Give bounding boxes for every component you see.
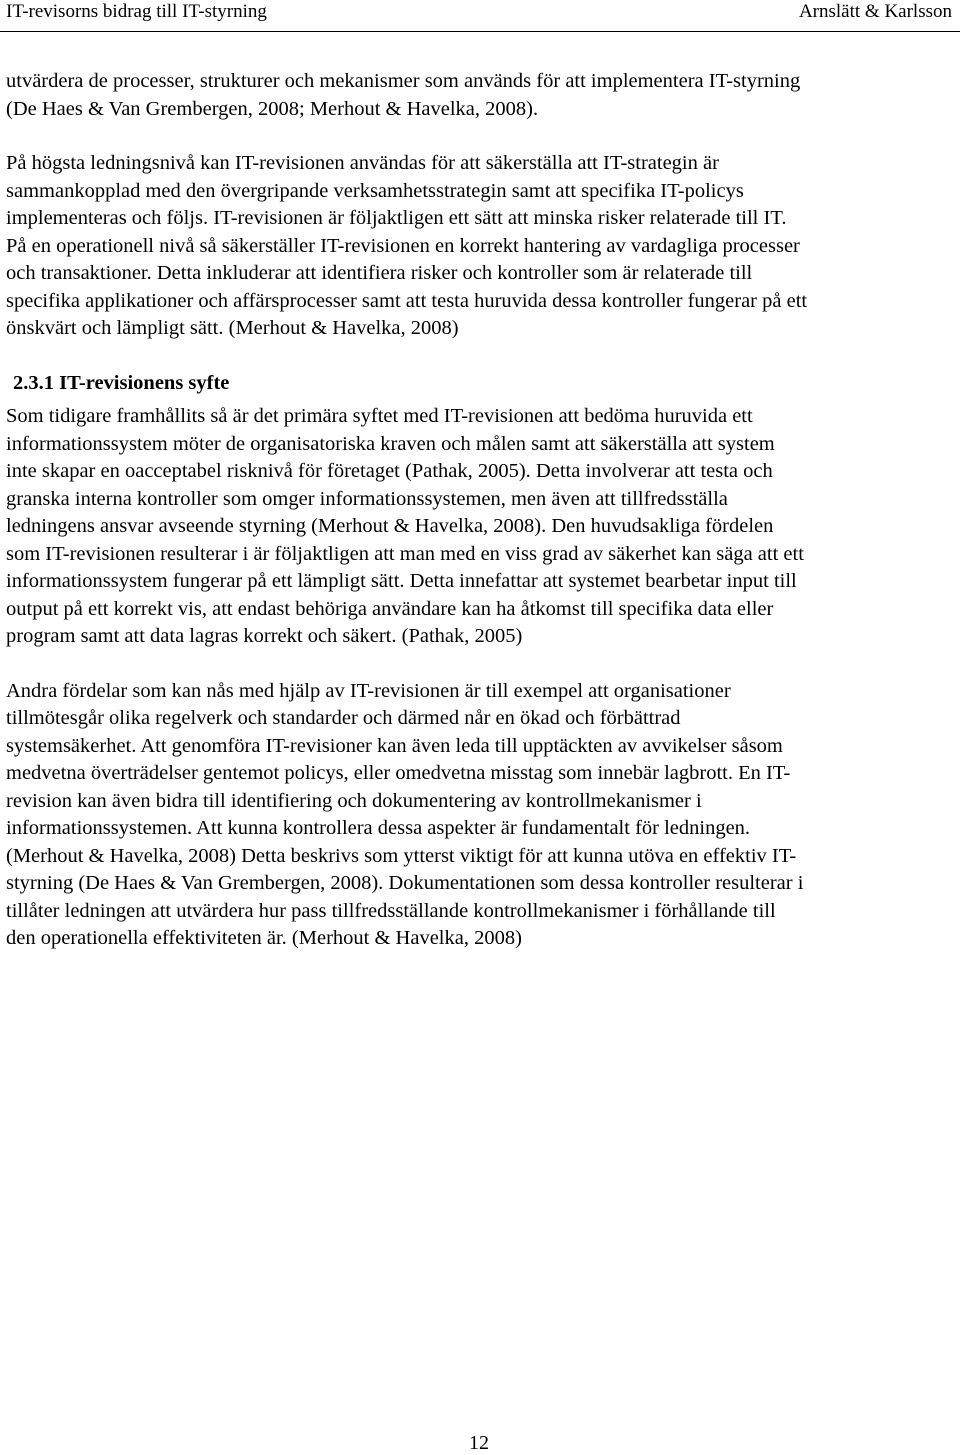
page-number [0,1431,960,1455]
page-header [0,0,960,32]
section-heading: 2.3.1 IT-revisionens syfte [13,371,230,394]
document-body [6,68,954,953]
running-title: IT-revisorns bidrag till IT-styrning [6,1,267,22]
paragraph-2: På högsta ledningsnivå kan IT-revisionen användas för att säkerställa att IT-strategin är sammankopplad med den övergripande verksamhetsstrategin samt att specifika IT-policys implementeras och följs. IT-revisionen är följaktligen ett sätt att minska risker relaterade till IT. På en operationell nivå så säkerställer IT-revisionen en korrekt hantering av vardagliga processer och transaktioner. Detta inkluderar att identifiera risker och kontroller som är relaterade till specifika applikationer och affärsprocesser samt att testa huruvida dessa kontroller fungerar på ett önskvärt och lämpligt sätt. (Merhout & Havelka, 2008) [6,152,808,339]
page-number-text: 12 [469,1432,489,1454]
authors: Arnslätt & Karlsson [798,1,952,22]
paragraph-1: utvärdera de processer, strukturer och mekanismer som används för att implementera IT-styrning (De Haes & Van Grembergen, 2008; Merhout & Havelka, 2008). [6,70,801,120]
paragraph-3: Som tidigare framhållits så är det primära syftet med IT-revisionen att bedöma huruvida ett informationssystem möter de organisatoriska kraven och målen samt att säkerställa att system inte skapar en oacceptabel risknivå för företaget (Pathak, 2005). Detta involverar att testa och granska interna kontroller som omger informationssystemen, men även att tillfredsställa ledningens ansvar avseende styrning (Merhout & Havelka, 2008). Den huvudsakliga fördelen som IT-revisionen resulterar i är följaktligen att man med en viss grad av säkerhet kan säga att ett informationssystem fungerar på ett lämpligt sätt. Detta innefattar att systemet bearbetar input till output på ett korrekt vis, att endast behöriga användare kan ha åtkomst till specifika data eller program samt att data lagras korrekt och säkert. (Pathak, 2005) [6,405,804,647]
paragraph-4: Andra fördelar som kan nås med hjälp av IT-revisionen är till exempel att organisationer tillmötesgår olika regelverk och standarder och därmed når en ökad och förbättrad systemsäkerhet. Att genomföra IT-revisioner kan även leda till upptäckten av avvikelser såsom medvetna överträdelser gentemot policys, eller omedvetna misstag som innebär lagbrott. En IT- revision kan även bidra till identifiering och dokumentering av kontrollmekanismer i informationssystemen. Att kunna kontrollera dessa aspekter är fundamentalt för ledningen. (Merhout & Havelka, 2008) Detta beskrivs som ytterst viktigt för att kunna utöva en effektiv IT- styrning (De Haes & Van Grembergen, 2008). Dokumentationen som dessa kontroller resulterar i tillåter ledningen att utvärdera hur pass tillfredsställande kontrollmekanismer i förhållande till den operationella effektiviteten är. (Merhout & Havelka, 2008) [6,679,804,949]
